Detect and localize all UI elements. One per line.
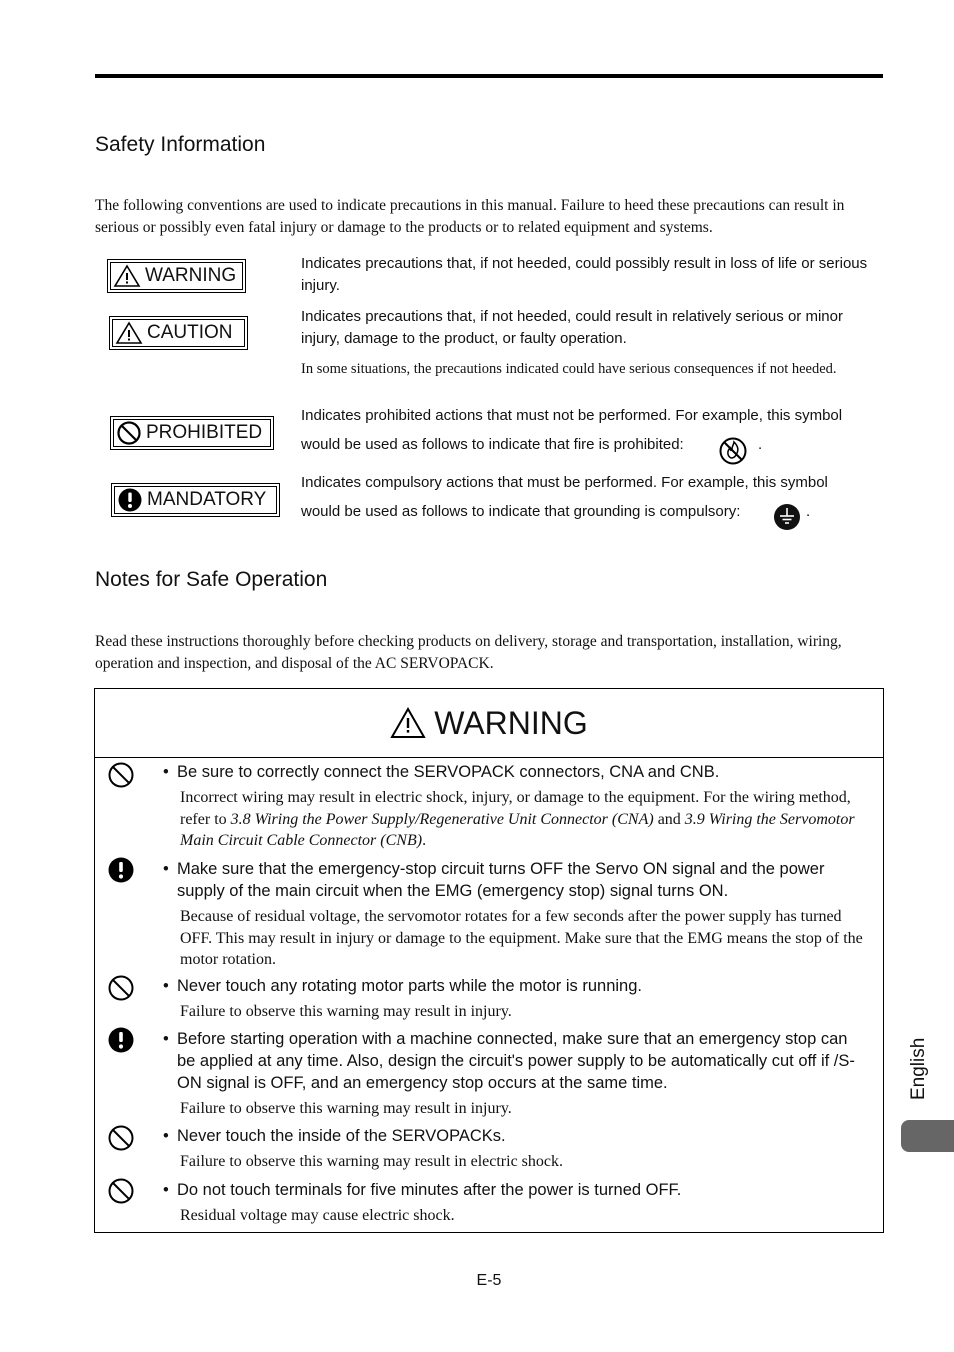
mandatory-sign-label: MANDATORY — [147, 489, 267, 510]
prohibited-sign — [110, 416, 274, 450]
list-item — [163, 1125, 867, 1147]
prohibited-description-line1: Indicates prohibited actions that must not be performed. For example, this symbol — [301, 407, 843, 424]
side-tab-label — [900, 1030, 934, 1102]
warning-box-header — [94, 700, 884, 746]
caution-note: In some situations, the precautions indicated could have serious consequences if not heeded. — [301, 361, 837, 377]
prohibited-icon — [107, 761, 135, 789]
list-item — [163, 1028, 867, 1094]
item-note-reference: 3.9 Wiring the Servomotor Main Circuit Cable Connector (CNB) — [180, 810, 855, 849]
intro-paragraph: The following conventions are used to indicate precautions in this manual. Failure to heed these precautions can result in serious or possibly even fatal injury or damage to the products or to related equipment and systems. — [95, 197, 845, 236]
item-note: Failure to observe this warning may result in injury. — [180, 1003, 512, 1020]
warning-triangle-icon — [390, 707, 426, 739]
item-note: Because of residual voltage, the servomotor rotates for a few seconds after the power supply has turned OFF. This may result in injury or damage to the equipment. Make sure that the EMG means the stop of the motor rotation. — [180, 908, 863, 968]
bullet-dot: • — [163, 1127, 169, 1145]
prohibited-icon — [107, 974, 135, 1002]
item-note — [180, 787, 865, 852]
mandatory-icon — [107, 856, 135, 884]
caution-sign — [109, 316, 248, 350]
item-text: Never touch any rotating motor parts while the motor is running. — [177, 977, 642, 995]
item-note-text: and — [653, 810, 685, 828]
item-note-text: . — [422, 832, 427, 849]
no-fire-icon — [718, 436, 748, 466]
prohibited-icon — [107, 1124, 135, 1152]
prohibited-sign-label: PROHIBITED — [146, 422, 263, 443]
mandatory-description-line2: would be used as follows to indicate that grounding is compulsory: — [301, 503, 741, 520]
item-note: Residual voltage may cause electric shock. — [180, 1207, 455, 1224]
item-note-text: Incorrect wiring may result in electric shock, injury, or damage to the equipment. For the wiring method, refer to — [180, 789, 851, 828]
top-rule — [95, 74, 883, 78]
list-item — [163, 1179, 867, 1201]
item-text: Never touch the inside of the SERVOPACKs. — [177, 1127, 506, 1145]
prohibited-period: . — [758, 436, 763, 453]
warning-box-title: WARNING — [434, 704, 588, 741]
bullet-dot: • — [163, 860, 169, 878]
list-item — [163, 975, 867, 997]
warning-description: Indicates precautions that, if not heeded, could possibly result in loss of life or serious injury. — [301, 255, 868, 294]
item-text: Before starting operation with a machine connected, make sure that an emergency stop can be applied at any time. Also, design the circuit's power supply to be automatically cut off if /S-ON signal is OFF, and an emergency stop occurs at the same time. — [177, 1030, 855, 1092]
mandatory-period: . — [806, 503, 811, 520]
item-note: Failure to observe this warning may result in electric shock. — [180, 1153, 564, 1170]
warning-sign — [107, 259, 246, 293]
prohibited-icon — [107, 1177, 135, 1205]
warning-sign-label: WARNING — [145, 265, 237, 286]
warning-box-divider — [94, 757, 884, 758]
item-text: Be sure to correctly connect the SERVOPACK connectors, CNA and CNB. — [177, 763, 720, 781]
list-item — [163, 761, 867, 783]
caution-description: Indicates precautions that, if not heeded, could result in relatively serious or minor injury, damage to the product, or faulty operation. — [301, 308, 843, 347]
mandatory-description-line1: Indicates compulsory actions that must be performed. For example, this symbol — [301, 474, 828, 491]
bullet-dot: • — [163, 977, 169, 995]
mandatory-sign — [111, 483, 280, 517]
notes-intro-paragraph: Read these instructions thoroughly before checking products on delivery, storage and transportation, installation, wiring, operation and inspection, and disposal of the AC SERVOPACK. — [95, 633, 842, 672]
bullet-dot: • — [163, 763, 169, 781]
side-tab-text: English — [908, 1037, 929, 1100]
side-tab-marker — [901, 1120, 954, 1152]
list-item — [163, 858, 867, 902]
section-title-notes-for-safe-operation: Notes for Safe Operation — [95, 568, 328, 591]
caution-sign-label: CAUTION — [147, 322, 233, 343]
bullet-dot: • — [163, 1181, 169, 1199]
page-number: E-5 — [476, 1272, 502, 1289]
grounding-icon — [773, 503, 801, 531]
mandatory-icon — [107, 1026, 135, 1054]
item-text: Make sure that the emergency-stop circuit turns OFF the Servo ON signal and the power supply of the main circuit when the EMG (emergency stop) signal turns ON. — [177, 860, 825, 900]
prohibited-description-line2: would be used as follows to indicate that fire is prohibited: — [301, 436, 684, 453]
bullet-dot: • — [163, 1030, 169, 1048]
section-title-safety-information: Safety Information — [95, 133, 266, 156]
item-note: Failure to observe this warning may result in injury. — [180, 1100, 512, 1117]
item-text: Do not touch terminals for five minutes after the power is turned OFF. — [177, 1181, 682, 1199]
item-note-reference: 3.8 Wiring the Power Supply/Regenerative Unit Connector (CNA) — [230, 810, 654, 828]
